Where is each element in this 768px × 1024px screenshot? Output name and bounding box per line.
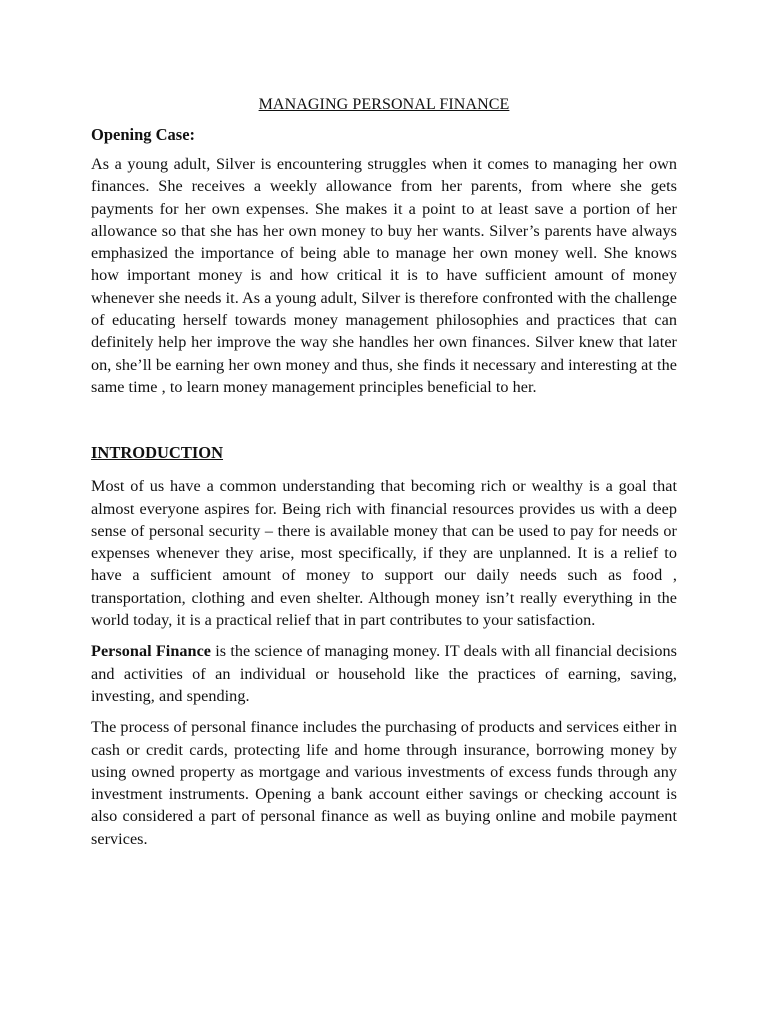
document-page bbox=[91, 94, 677, 850]
introduction-paragraph-3: The process of personal finance includes the purchasing of products and services either in cash or credit cards, protecting life and home through insurance, borrowing money by using owned property as mortgage and various investments of excess funds through any investment instruments. Opening a bank account either savings or checking account is also considered a part of personal finance as well as buying online and mobile payment services. bbox=[91, 718, 677, 848]
paragraph-spacer bbox=[91, 631, 677, 640]
personal-finance-term: Personal Finance bbox=[91, 642, 212, 661]
introduction-paragraph-1: Most of us have a common understanding that becoming rich or wealthy is a goal that almost everyone aspires for. Being rich with financial resources provides us with a deep sense of personal security – there is available money that can be used to pay for needs or expenses whenever they arise, most specifically, if they are unplanned. It is a relief to have a sufficient amount of money to support our daily needs such as food , transportation, clothing and even shelter. Although money isn’t really everything in the world today, it is a practical relief that in part contributes to your satisfaction. bbox=[91, 477, 677, 630]
document-title: MANAGING PERSONAL FINANCE bbox=[258, 96, 510, 113]
opening-case-paragraph: As a young adult, Silver is encountering struggles when it comes to managing her own finances. She receives a weekly allowance from her parents, from where she gets payments for her own expenses. She makes it a point to at least save a portion of her allowance so that she has her own money to buy her wants. Silver’s parents have always emphasized the importance of being able to manage her own money well. She knows how important money is and how critical it is to have sufficient amount of money whenever she needs it. As a young adult, Silver is therefore confronted with the challenge of educating herself towards money management philosophies and practices that can definitely help her improve the way she handles her own finances. Silver knew that later on, she’ll be earning her own money and thus, she finds it necessary and interesting at the same time , to learn money management principles beneficial to her. bbox=[91, 155, 677, 396]
introduction-heading: INTRODUCTION bbox=[91, 443, 224, 463]
paragraph-spacer bbox=[91, 707, 677, 716]
opening-case-heading: Opening Case: bbox=[91, 125, 196, 144]
introduction-paragraph-2 bbox=[91, 640, 677, 707]
section-spacer bbox=[91, 398, 677, 442]
personal-finance-definition: is the science of managing money. IT deals with all financial decisions and activities of an individual or household like the practices of earning, saving, investing, and spending. bbox=[91, 642, 677, 705]
